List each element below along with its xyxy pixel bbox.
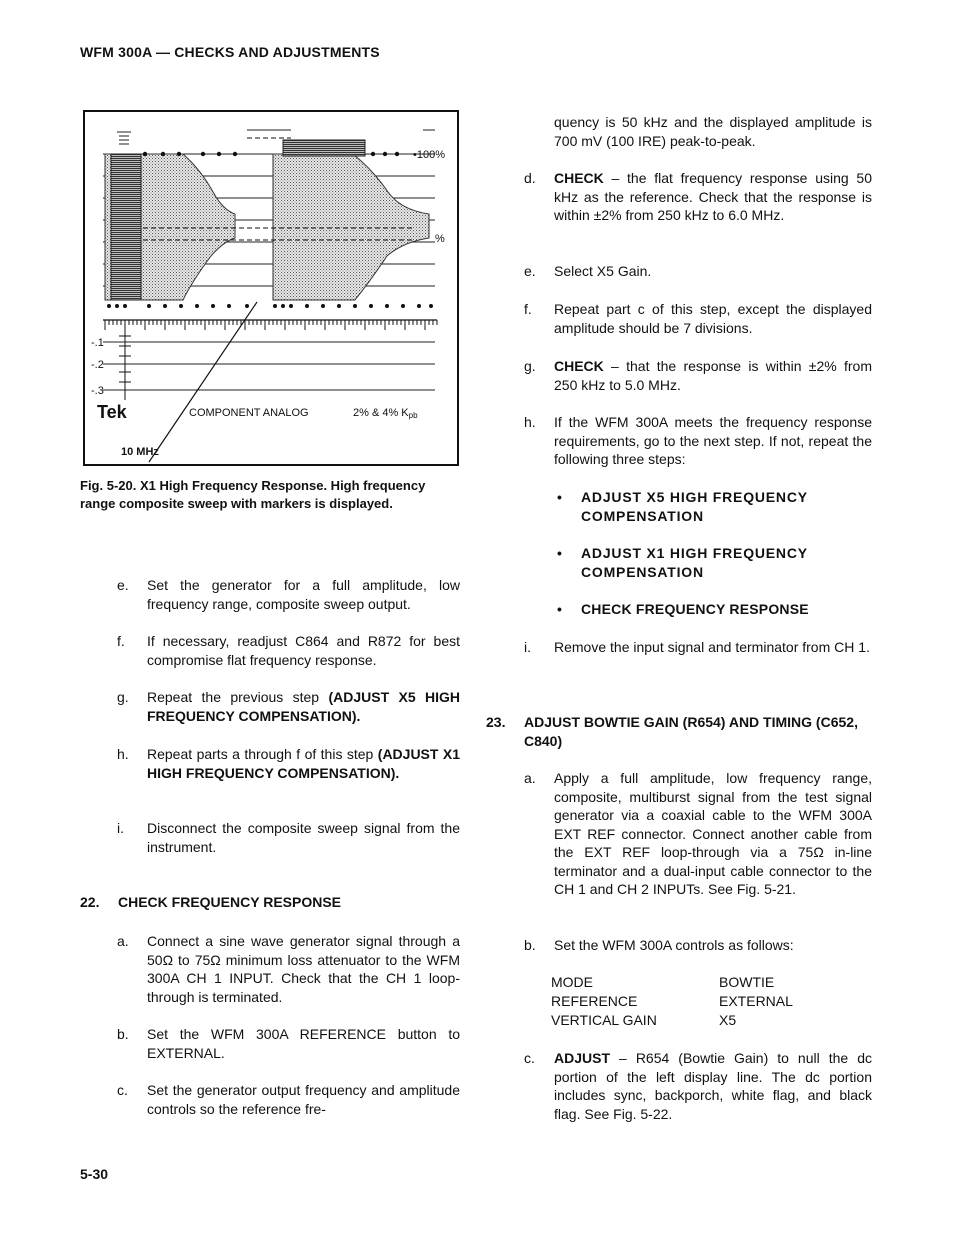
freq-label: 10 MHz <box>121 446 159 458</box>
step-22c-continued: quency is 50 kHz and the displayed amplitude is 700 mV (100 IRE) peak-to-peak. <box>554 114 872 149</box>
control-name: REFERENCE <box>551 993 638 1009</box>
figure-caption: Fig. 5-20. X1 High Frequency Response. High frequency range composite sweep with markers is displayed. <box>80 478 426 511</box>
mode-text: COMPONENT ANALOG <box>189 407 309 419</box>
control-name: MODE <box>551 974 593 990</box>
page-number: 5-30 <box>80 1166 109 1182</box>
scale-label-1: -.1 <box>91 337 104 349</box>
control-value: X5 <box>719 1012 737 1028</box>
control-name: VERTICAL GAIN <box>551 1012 657 1028</box>
label-100: •100% <box>413 149 445 161</box>
control-value: BOWTIE <box>719 974 775 990</box>
control-value: EXTERNAL <box>719 993 793 1009</box>
scale-label-3: -.3 <box>91 385 104 397</box>
page-header: WFM 300A — CHECKS AND ADJUSTMENTS <box>80 44 380 60</box>
spec-text: 2% & 4% Kpb <box>353 407 418 420</box>
brand-logo: Tek <box>97 402 127 422</box>
controls-table <box>551 973 871 1033</box>
scale-label-2: -.2 <box>91 359 104 371</box>
waveform-figure <box>83 110 461 468</box>
left-marker-column <box>111 154 141 300</box>
label-pct: % <box>435 233 445 245</box>
top-marker-box <box>283 140 365 156</box>
